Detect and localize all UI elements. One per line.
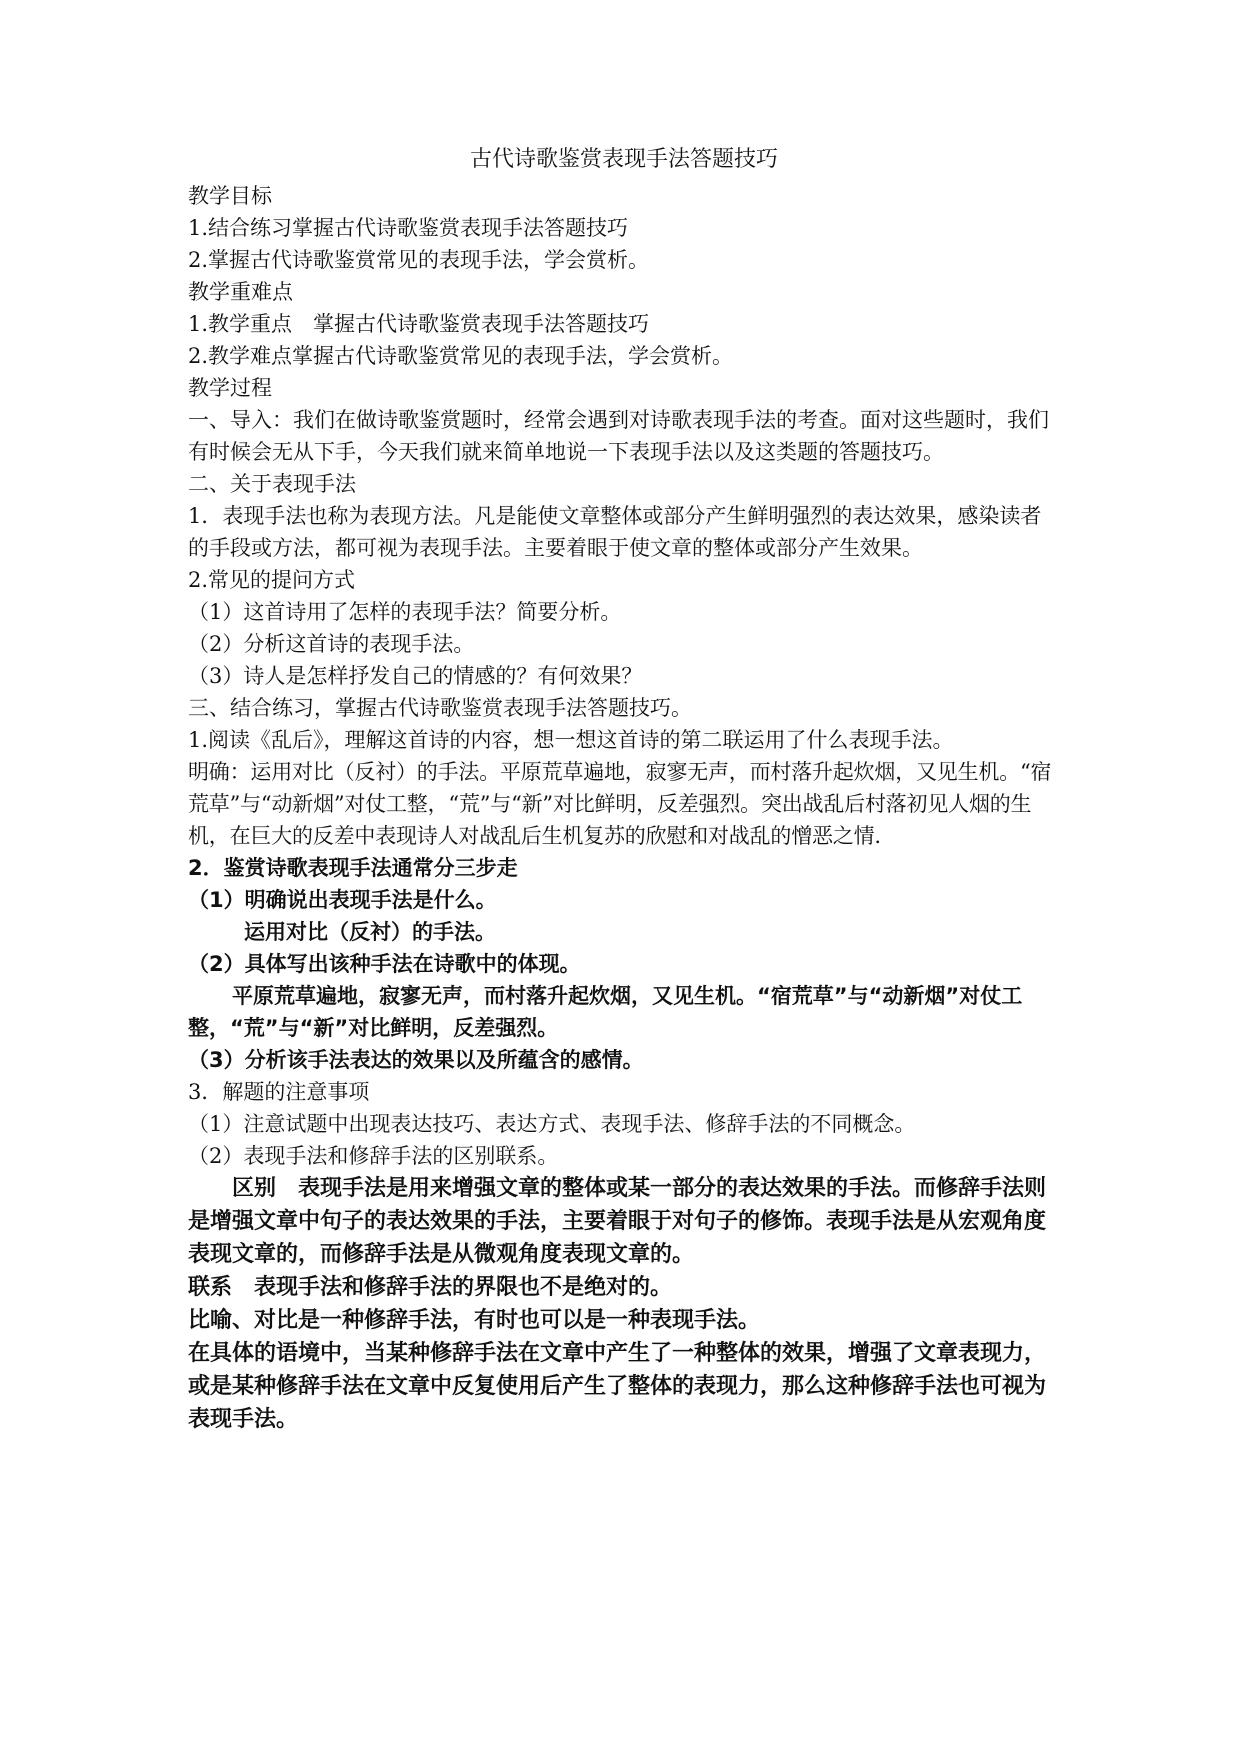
note-item: （1）注意试题中出现表达技巧、表达方式、表现手法、修辞手法的不同概念。 <box>188 1112 916 1136</box>
notes-heading: 3．解题的注意事项 <box>188 1080 370 1104</box>
question-type-item: （3）诗人是怎样抒发自己的情感的？有何效果？ <box>188 664 643 688</box>
difference-paragraph: 区别 表现手法是用来增强文章的整体或某一部分的表达效果的手法。而修辞手法则是增强文章中句子的表达效果的手法，主要着眼于对句子的修饰。表现手法是从宏观角度表现文章的，而修辞手法是从微观角度表现文章的。 <box>188 1176 1047 1267</box>
document-page <box>188 144 1060 1436</box>
section3-heading: 三、结合练习，掌握古代诗歌鉴赏表现手法答题技巧。 <box>188 696 692 720</box>
step-item: （1）明确说出表现手法是什么。 <box>188 888 497 912</box>
note-item: （2）表现手法和修辞手法的区别联系。 <box>188 1144 559 1168</box>
example-line: 比喻、对比是一种修辞手法，有时也可以是一种表现手法。 <box>188 1308 761 1333</box>
step-item: （3）分析该手法表达的效果以及所蕴含的感情。 <box>188 1048 644 1072</box>
document-title: 古代诗歌鉴赏表现手法答题技巧 <box>469 147 778 172</box>
objectives-heading: 教学目标 <box>188 184 272 208</box>
exercise-answer: 明确：运用对比（反衬）的手法。平原荒草遍地，寂寥无声，而村落升起炊烟，又见生机。“宿荒草”与“动新烟”对仗工整，“荒”与“新”对比鲜明，反差强烈。突出战乱后村落初见人烟的生机，在巨大的反差中表现诗人对战乱后生机复苏的欣慰和对战乱的憎恶之情. <box>188 760 1052 848</box>
objective-item: 2.掌握古代诗歌鉴赏常见的表现手法，学会赏析。 <box>188 248 650 272</box>
key-point-item: 2.教学难点掌握古代诗歌鉴赏常见的表现手法，学会赏析。 <box>188 344 734 368</box>
section2-heading: 二、关于表现手法 <box>188 472 356 496</box>
process-heading: 教学过程 <box>188 376 272 400</box>
connection-line: 联系 表现手法和修辞手法的界限也不是绝对的。 <box>188 1275 673 1300</box>
steps-heading: 2．鉴赏诗歌表现手法通常分三步走 <box>188 856 518 880</box>
key-point-item: 1.教学重点 掌握古代诗歌鉴赏表现手法答题技巧 <box>188 312 650 336</box>
question-type-item: （2）分析这首诗的表现手法。 <box>188 632 475 656</box>
context-paragraph: 在具体的语境中，当某种修辞手法在文章中产生了一种整体的效果，增强了文章表现力，或是某种修辞手法在文章中反复使用后产生了整体的表现力，那么这种修辞手法也可视为表现手法。 <box>188 1341 1047 1432</box>
section2-definition: 1．表现手法也称为表现方法。凡是能使文章整体或部分产生鲜明强烈的表达效果，感染读者的手段或方法，都可视为表现手法。主要着眼于使文章的整体或部分产生效果。 <box>188 504 1042 560</box>
step-item: （2）具体写出该种手法在诗歌中的体现。 <box>188 952 581 976</box>
exercise-question: 1.阅读《乱后》，理解这首诗的内容，想一想这首诗的第二联运用了什么表现手法。 <box>188 728 954 752</box>
objective-item: 1.结合练习掌握古代诗歌鉴赏表现手法答题技巧 <box>188 216 629 240</box>
step-detail: 运用对比（反衬）的手法。 <box>244 920 496 944</box>
question-types-heading: 2.常见的提问方式 <box>188 568 356 592</box>
key-points-heading: 教学重难点 <box>188 280 293 304</box>
question-type-item: （1）这首诗用了怎样的表现手法？简要分析。 <box>188 600 622 624</box>
step-detail: 平原荒草遍地，寂寥无声，而村落升起炊烟，又见生机。“宿荒草”与“动新烟”对仗工整，“荒”与“新”对比鲜明，反差强烈。 <box>188 984 1023 1040</box>
intro-paragraph: 一、导入：我们在做诗歌鉴赏题时，经常会遇到对诗歌表现手法的考查。面对这些题时，我们有时候会无从下手，今天我们就来简单地说一下表现手法以及这类题的答题技巧。 <box>188 408 1049 464</box>
